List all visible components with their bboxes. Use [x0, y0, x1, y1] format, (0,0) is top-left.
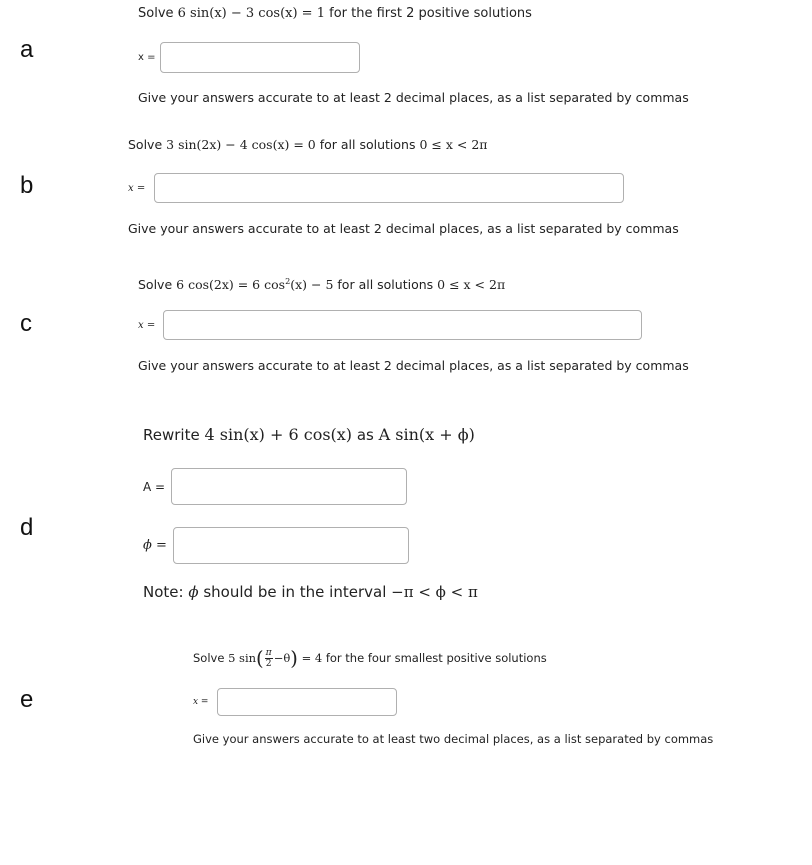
problem-letter-e: e [20, 686, 34, 713]
answer-A-label: A = [143, 479, 166, 494]
problem-d-interval: −π < ϕ < π [391, 583, 478, 601]
problem-a-note: Give your answers accurate to at least 2 decimal places, as a list separated by commas [138, 90, 689, 105]
problem-c-note: Give your answers accurate to at least 2 decimal places, as a list separated by commas [138, 358, 689, 373]
problem-letter-b: b [20, 172, 34, 199]
answer-a-input[interactable] [160, 42, 360, 73]
answer-e-label: x = [193, 697, 209, 707]
answer-e-input[interactable] [217, 688, 397, 716]
answer-b-label: x = [128, 182, 146, 194]
answer-phi-label: ϕ = [143, 538, 167, 553]
problem-e-note: Give your answers accurate to at least two decimal places, as a list separated by commas [193, 732, 714, 746]
problem-a-question: Solve 6 sin(x) − 3 cos(x) = 1 for the first 2 positive solutions [138, 6, 532, 21]
answer-a-label: x = [138, 52, 156, 63]
problem-b-equation: 3 sin(2x) − 4 cos(x) = 0 [166, 137, 316, 152]
problem-c-question: Solve 6 cos(2x) = 6 $\cos^2(x) - 5$ for all solutions 0 ≤ x < 2π [138, 276, 506, 293]
problem-d-target-form: A sin(x + ϕ) [378, 425, 475, 444]
problem-e [193, 640, 713, 746]
problem-letter-a: a [20, 36, 34, 63]
answer-b-input[interactable] [154, 173, 624, 203]
problem-c [138, 270, 689, 373]
problem-letter-d: d [20, 514, 34, 541]
problem-d-note: Note: ϕ should be in the interval −π < ϕ < π [143, 583, 478, 601]
problem-a [138, 4, 689, 105]
answer-phi-input[interactable] [173, 527, 409, 564]
problem-d [143, 422, 478, 601]
problem-e-question: Solve 5 sin ( $\frac{\pi}{2}$ −θ ) = 4 for the four smallest positive solutions [193, 646, 547, 670]
answer-c-input[interactable] [163, 310, 642, 340]
problem-b-note: Give your answers accurate to at least 2 decimal places, as a list separated by commas [128, 221, 679, 236]
problem-b [128, 135, 679, 236]
problem-b-interval: 0 ≤ x < 2π [419, 137, 488, 152]
problem-d-question: Rewrite 4 sin(x) + 6 cos(x) as A sin(x + ϕ) [143, 425, 475, 444]
answer-A-input[interactable] [171, 468, 407, 505]
problem-d-expression: 4 sin(x) + 6 cos(x) [204, 425, 353, 444]
answer-c-label: x = [138, 319, 156, 331]
problem-c-equation: 6 cos(2x) = 6 $\cos^2(x) - 5$ [176, 276, 334, 293]
problem-a-equation: 6 sin(x) − 3 cos(x) = 1 [177, 6, 325, 21]
problem-e-equation: 5 sin ( $\frac{\pi}{2}$ −θ ) = 4 [228, 646, 323, 670]
problem-e-fraction: $\frac{\pi}{2}$ [265, 647, 272, 669]
problem-c-interval: 0 ≤ x < 2π [437, 277, 506, 293]
problem-b-question: Solve 3 sin(2x) − 4 cos(x) = 0 for all solutions 0 ≤ x < 2π [128, 137, 488, 152]
problem-letter-c: c [20, 310, 32, 337]
